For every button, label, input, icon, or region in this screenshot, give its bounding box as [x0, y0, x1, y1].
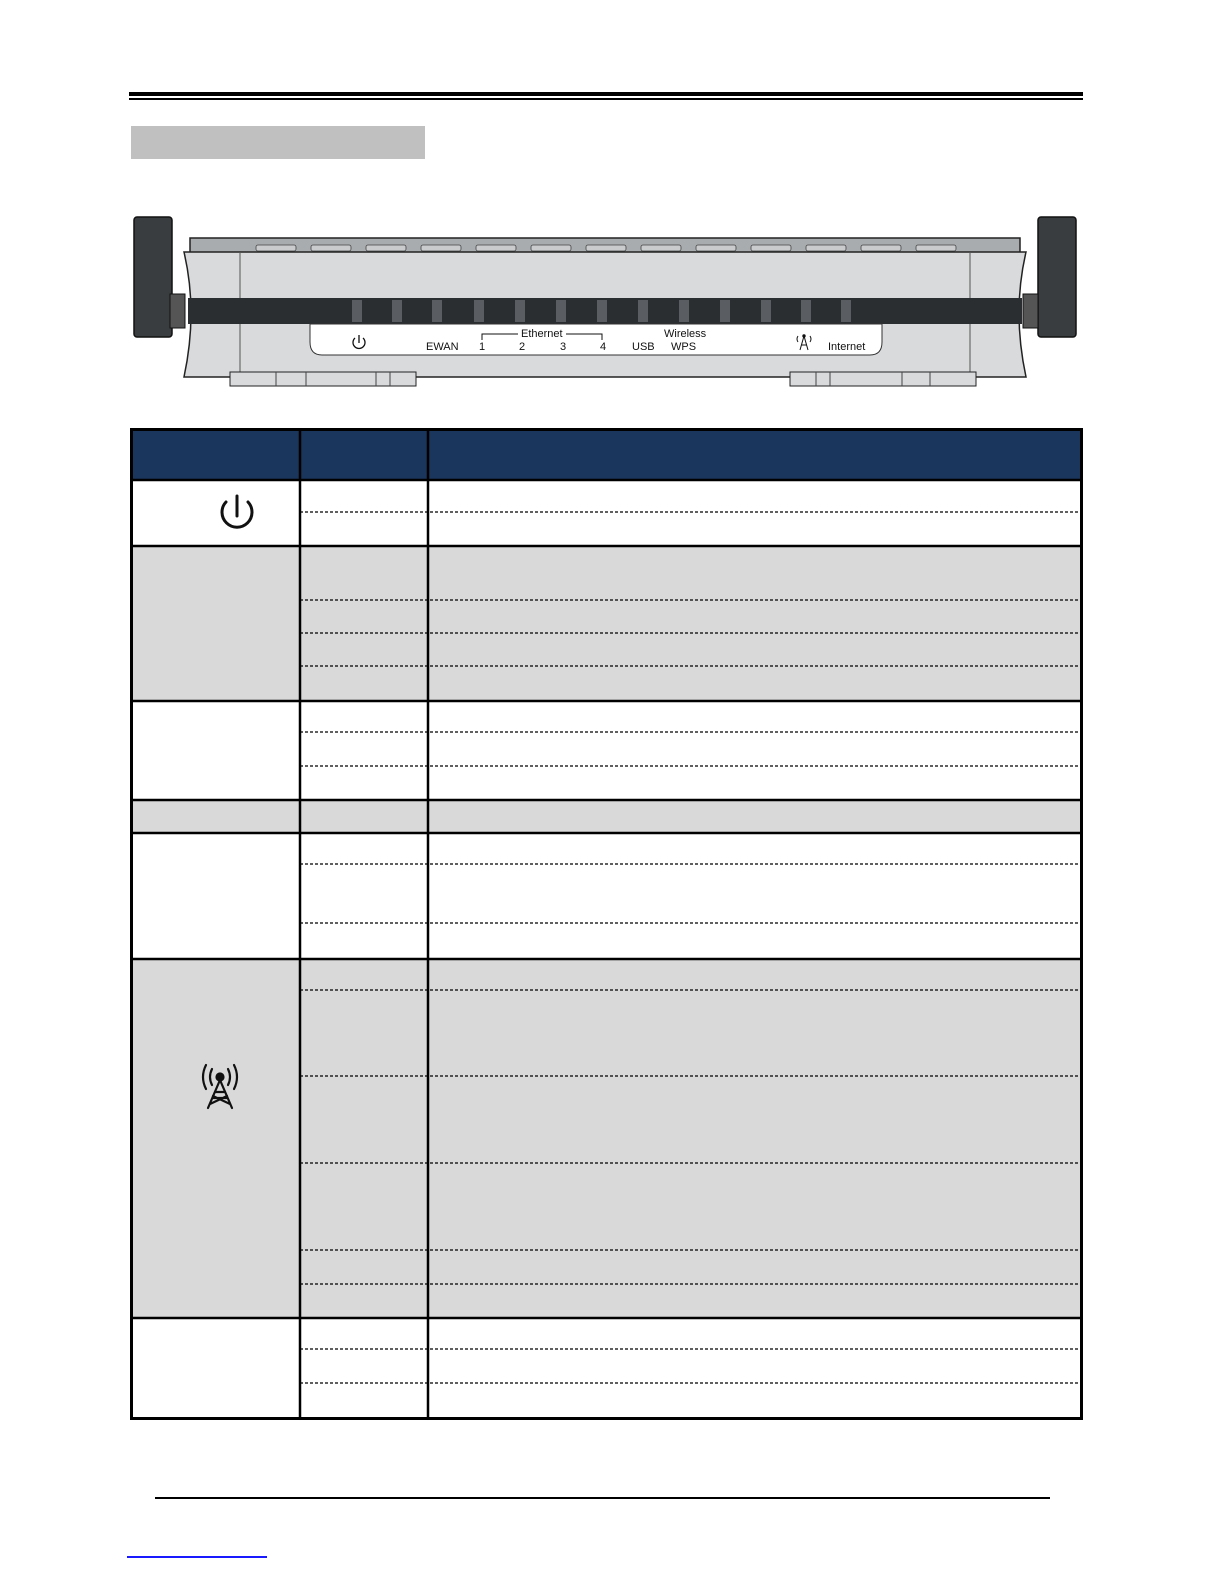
table-header-row [130, 428, 1083, 480]
group-5 [130, 833, 1083, 959]
label-eth-4: 4 [600, 341, 607, 353]
left-antenna [134, 217, 185, 337]
label-usb: USB [632, 341, 655, 353]
group-7 [130, 1318, 1083, 1420]
right-antenna [1023, 217, 1076, 337]
label-wps: WPS [671, 341, 697, 353]
section-title-banner [131, 126, 425, 159]
label-eth-3: 3 [560, 341, 567, 353]
label-internet: Internet [828, 341, 866, 353]
label-wireless: Wireless [664, 328, 707, 340]
header-rule-thick [129, 92, 1083, 96]
group-2 [130, 546, 1083, 701]
label-ethernet: Ethernet [521, 328, 563, 340]
footer-rule [155, 1497, 1050, 1499]
footer-link-underline[interactable] [127, 1556, 267, 1558]
group-power [130, 480, 1083, 546]
led-indicator-table [130, 428, 1083, 1420]
label-ewan: EWAN [426, 341, 459, 353]
label-eth-2: 2 [519, 341, 526, 353]
router-front-panel [130, 212, 1080, 392]
label-eth-1: 1 [479, 341, 486, 353]
header-rule-thin [129, 98, 1083, 100]
group-4 [130, 800, 1083, 833]
group-3 [130, 701, 1083, 800]
group-internet [130, 959, 1083, 1318]
